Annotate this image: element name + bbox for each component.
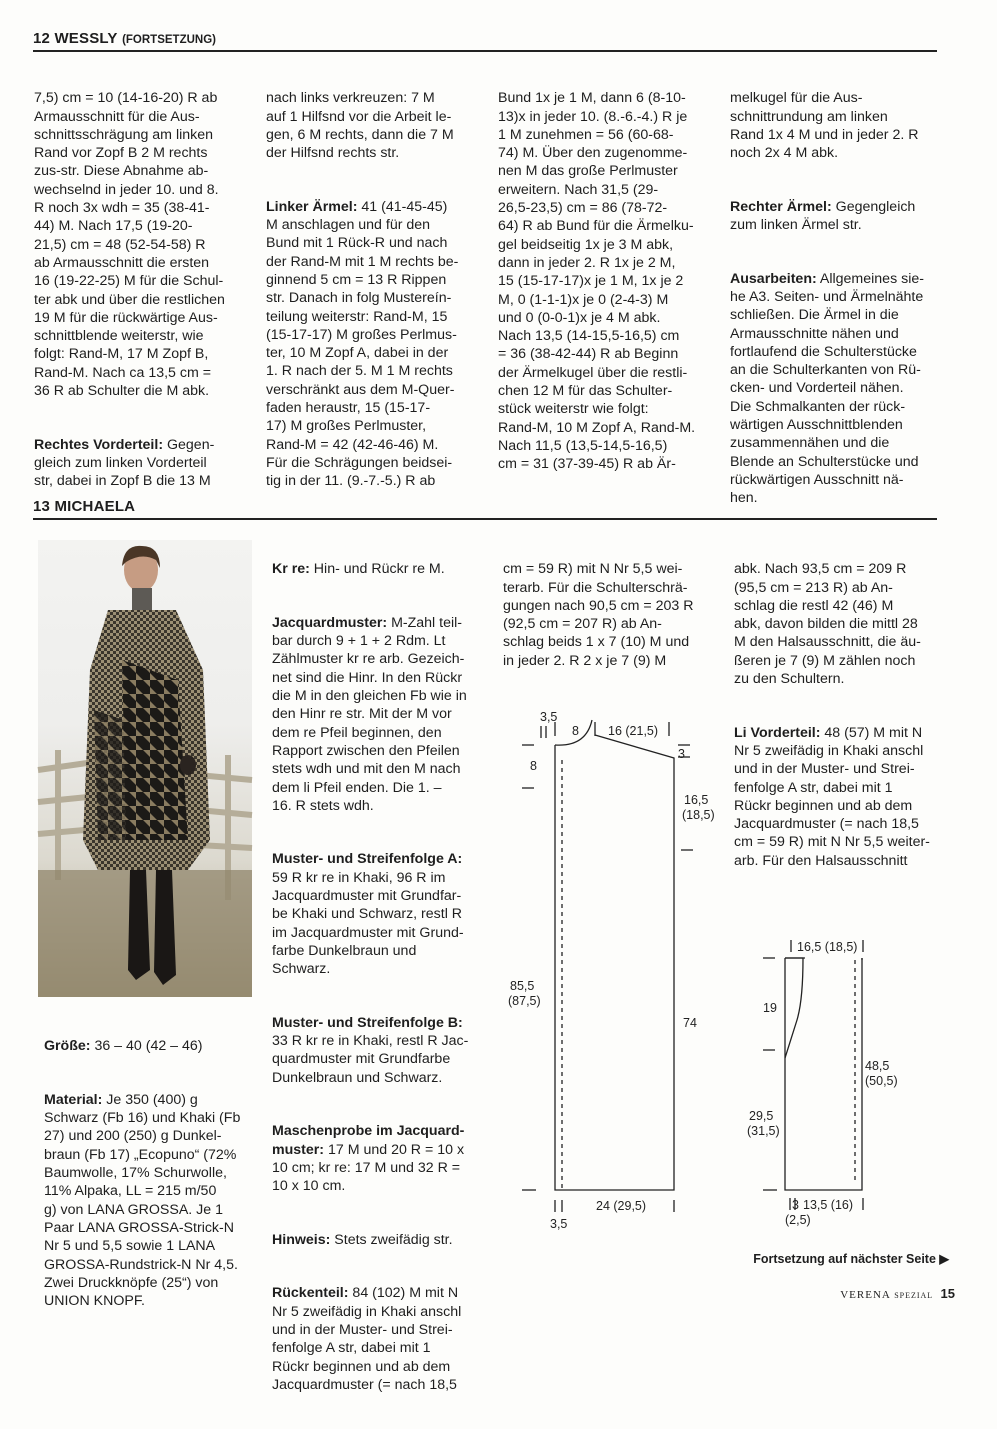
section-13-title: 13 MICHAELA <box>33 498 136 515</box>
paragraph-text: 33 R kr re in Khaki, restl R Jac- quardmuster mit Grundfarbe Dunkelbraun und Schwarz. <box>272 1033 469 1086</box>
wessly-rechtes-vorderteil <box>34 436 249 491</box>
label-front-width-bottom: 13,5 (16) <box>803 1198 854 1212</box>
label-50-5: (50,5) <box>865 1074 898 1088</box>
front-outline <box>785 958 862 1190</box>
section-12-title: 12 WESSLY <box>33 30 118 47</box>
paragraph-text: Gegen- gleich zum linken Vorderteil str, dabei in Zopf B die 13 M <box>34 436 215 490</box>
section-12-column-4 <box>730 71 942 543</box>
label-2-5: (2,5) <box>785 1213 811 1227</box>
section-12-column-3 <box>498 71 710 509</box>
label-18-5: (18,5) <box>682 808 715 822</box>
section-12-column-2 <box>266 71 478 526</box>
front-piece-schematic <box>747 930 905 1230</box>
label-3-shoulder: 3 <box>678 747 685 761</box>
paragraph-heading: Li Vorderteil: <box>734 724 821 741</box>
label-19: 19 <box>763 1001 777 1015</box>
paragraph-heading: Hinweis: <box>272 1231 331 1248</box>
paragraph-text: 48 (57) M mit N Nr 5 zweifädig in Khaki anschl und in der Muster- und Strei- fenfolge A str, dabei mit 1 Rückr beginnen und ab dem Jacquardmuster (= nach 18,5 cm = 59 R) mit N Nr 5,5 weiter- arb. Für den Halsausschnitt <box>734 724 930 869</box>
label-8-top: 8 <box>572 724 579 738</box>
label-31-5: (31,5) <box>747 1124 780 1138</box>
footer-brand <box>840 1286 955 1301</box>
back-outline <box>555 735 674 1190</box>
section-13-column-1 <box>44 1019 254 1346</box>
section-12-subtitle: (FORTSETZUNG) <box>122 34 216 46</box>
section-13-column-4 <box>734 542 946 905</box>
michaela-text-4: abk. Nach 93,5 cm = 209 R (95,5 cm = 213 R) ab An- schlag die restl 42 (46) M abk, davon bilden die mittl 28 M den Halsausschnitt, die äu- ßeren je 7 (9) M zählen noch zu den Schultern. <box>734 561 921 688</box>
michaela-rueckenteil <box>272 1284 485 1394</box>
label-85-5: 85,5 <box>510 979 535 993</box>
michaela-li-vorderteil <box>734 724 946 870</box>
section-13-column-2 <box>272 542 485 1429</box>
paragraph-heading: Maschenprobe im Jacquard- muster: <box>272 1123 465 1158</box>
paragraph-heading: Ausarbeiten: <box>730 270 817 287</box>
label-3-5-bottom: 3,5 <box>550 1217 568 1231</box>
front-neckline <box>785 958 803 1058</box>
continue-next-page-link[interactable]: Fortsetzung auf nächster Seite ▶ <box>753 1252 949 1266</box>
michaela-material <box>44 1091 254 1311</box>
paragraph-text: Hin- und Rückr re M. <box>309 561 445 578</box>
paragraph-heading: Rechtes Vorderteil: <box>34 436 164 453</box>
paragraph-text: 17 M und 20 R = 10 x 10 cm; kr re: 17 M und 32 R = 10 x 10 cm. <box>272 1141 465 1195</box>
paragraph-text: 84 (102) M mit N Nr 5 zweifädig in Khaki anschl und in der Muster- und Strei- fenfolge A str, dabei mit 1 Rückr beginnen und ab dem Jacquardmuster (= nach 18,5 <box>272 1285 462 1393</box>
paragraph-text: 36 – 40 (42 – 46) <box>90 1038 203 1055</box>
michaela-groesse <box>44 1037 254 1055</box>
michaela-muster-b <box>272 1014 485 1087</box>
label-24-width: 24 (29,5) <box>596 1199 647 1213</box>
label-48-5: 48,5 <box>865 1059 890 1073</box>
wessly-text-1: 7,5) cm = 10 (14-16-20) R ab Armausschnitt für die Aus- schnittsschrägung am linken Rand vor Zopf B 2 M rechts zus-str. Diese Abnahme ab- wechselnd in jeder 10. und 8. R noch 3x wdh = 35 (38-41- 44) M. Nach 17,5 (19-20- 21,5) cm = 48 (52-54-58) R ab Armausschnitt die ersten 16 (19-22-25) M für die Schul- ter abk und über die restlichen 19 M für die rückwärtige Aus- schnittblende weiterstr, wie folgt: Rand-M, 17 M Zopf B, Rand-M. Nach ca 13,5 cm = 36 R ab Schulter die M abk. <box>34 90 225 400</box>
label-front-width-top: 16,5 (18,5) <box>797 940 858 954</box>
michaela-kr-re <box>272 560 485 578</box>
model-photo <box>38 540 252 997</box>
label-8-neck: 8 <box>530 759 537 773</box>
paragraph-heading: Größe: <box>44 1038 91 1055</box>
label-3-bottom: 3 <box>792 1198 799 1212</box>
paragraph-text: 59 R kr re in Khaki, 96 R im Jacquardmuster mit Grundfar- be Khaki und Schwarz, restl R im Jacquardmuster mit Grund- farbe Dunkelbraun und Schwarz. <box>272 869 464 978</box>
magazine-brand: VERENA <box>840 1289 891 1301</box>
wessly-text-4: melkugel für die Aus- schnittrundung am linken Rand 1x 4 M und in jeder 2. R noch 2x 4 M abk. <box>730 90 919 162</box>
paragraph-text: M-Zahl teil- bar durch 9 + 1 + 2 Rdm. Lt Zählmuster kr re arb. Gezeich- net sind die Hinr. In den Rückr die M in den gleichen Fb wie in den Hinr re str. Mit der M vor dem re Pfeil beginnen, den Rapport zwischen den Pfeilen stets wdh und mit den M nach dem li Pfeil enden. Die 1. – 16. R stets wdh. <box>272 614 467 814</box>
section-12-column-1 <box>34 71 249 526</box>
label-16-width: 16 (21,5) <box>608 724 659 738</box>
wessly-text-2: nach links verkreuzen: 7 M auf 1 Hilfsnd vor die Arbeit le- gen, 6 M rechts, dann die 7 M der Hilfsnd rechts str. <box>266 90 454 162</box>
label-16-5: 16,5 <box>684 793 709 807</box>
paragraph-heading: Kr re: <box>272 561 310 578</box>
paragraph-text: Je 350 (400) g Schwarz (Fb 16) und Khaki (Fb 27) und 200 (250) g Dunkel- braun (Fb 17) „Ecopuno“ (72% Baumwolle, 17% Schurwolle, 11% Alpaka, LL = 215 m/50 g) von LANA GROSSA. Je 1 Paar LANA GROSSA-Strick-N Nr 5 und 5,5 sowie 1 LANA GROSSA-Rundstrick-N Nr 4,5. Zwei Druckknöpfe (25“) von UNION KNOPF. <box>44 1091 241 1310</box>
model-photo-illustration <box>38 540 252 997</box>
paragraph-heading: Linker Ärmel: <box>266 198 358 215</box>
paragraph-text: Gegengleich zum linken Ärmel str. <box>730 198 916 234</box>
michaela-muster-a <box>272 850 485 978</box>
paragraph-text: Stets zweifädig str. <box>330 1231 453 1248</box>
michaela-maschenprobe <box>272 1122 485 1195</box>
paragraph-text: 41 (41-45-45) M anschlagen und für den Bund mit 1 Rück-R und nach der Rand-M mit 1 M rechts be- ginnend 5 cm = 13 R Rippen str. Danach in folg Mustereín- teilung weiterstr: Rand-M, 15 (15-17-17) M großes Perlmus- ter, 10 M Zopf A, dabei in der 1. R nach der 5. M 1 M rechts verschränkt aus dem M-Quer- faden heraustr, 15 (15-17- 17) M großes Perlmuster, Rand-M = 42 (42-46-46) M. Für die Schrägungen beidsei- tig in der 11. (9.-7.-5.) R ab <box>266 198 459 490</box>
label-74: 74 <box>683 1016 697 1030</box>
page-number: 15 <box>940 1286 955 1301</box>
wessly-text-3: Bund 1x je 1 M, dann 6 (8-10- 13)x in jeder 10. (8.-6.-4.) R je 1 M zunehmen = 56 (60-68- 74) M. Über den zugenommе- nen M das große Perlmuster erweitern. Nach 31,5 (29- 26,5-23,5) cm = 86 (78-72- 64) R ab Bund für die Ärmelku- gel beidseitig 1x je 3 M abk, dann in jeder 2. R 1x je 2 M, 15 (15-17-17)x je 1 M, 1x je 2 M, 0 (1-1-1)x je 0 (2-4-3) M und 0 (0-0-1)x je 4 M abk. Nach 13,5 (14-15,5-16,5) cm = 36 (38-42-44) R ab Beginn der Ärmelkugel über die restli- chen 12 M für das Schulter- stück weiterstr wie folgt: Rand-M, 10 M Zopf A, Rand-M. Nach 11,5 (13,5-14,5-16,5) cm = 31 (37-39-45) R ab Är- <box>498 90 696 473</box>
michaela-hinweis <box>272 1231 485 1249</box>
paragraph-heading: Rückenteil: <box>272 1285 349 1302</box>
paragraph-heading: Material: <box>44 1091 103 1108</box>
section-12-header <box>33 30 937 52</box>
wessly-ausarbeiten <box>730 270 942 508</box>
label-87-5: (87,5) <box>508 994 541 1008</box>
paragraph-text: Allgemeines sie- he A3. Seiten- und Ärmelnähte schließen. Die Ärmel in die Armausschnitte nähen und fortlaufend die Schulterstücke an die Schulterkanten von Rü- cken- und Vorderteil nähen. Die Schmalkanten der rück- wärtigen Ausschnittblenden zusammennähen und die Blende an Schulterstücke und rückwärtigen Ausschnitt nä- hen. <box>730 270 924 507</box>
paragraph-heading: Muster- und Streifenfolge A: <box>272 851 463 868</box>
magazine-brand-sub: SPEZIAL <box>894 1291 934 1300</box>
michaela-jacquardmuster <box>272 614 485 815</box>
label-29-5: 29,5 <box>749 1109 774 1123</box>
label-3-5-top: 3,5 <box>540 710 558 724</box>
section-13-column-3 <box>503 542 715 705</box>
paragraph-heading: Jacquardmuster: <box>272 614 388 631</box>
michaela-text-3: cm = 59 R) mit N Nr 5,5 wei- terarb. Für die Schulterschrä- gungen nach 90,5 cm = 203 R (92,5 cm = 207 R) ab An- schlag beids 1 x 7 (10) M und in jeder 2. R 2 x je 7 (9) M <box>503 561 694 669</box>
wessly-linker-aermel <box>266 198 478 491</box>
back-piece-schematic <box>500 700 730 1240</box>
section-13-header <box>33 498 937 520</box>
paragraph-heading: Rechter Ärmel: <box>730 198 832 215</box>
paragraph-heading: Muster- und Streifenfolge B: <box>272 1014 463 1031</box>
wessly-rechter-aermel <box>730 198 942 235</box>
